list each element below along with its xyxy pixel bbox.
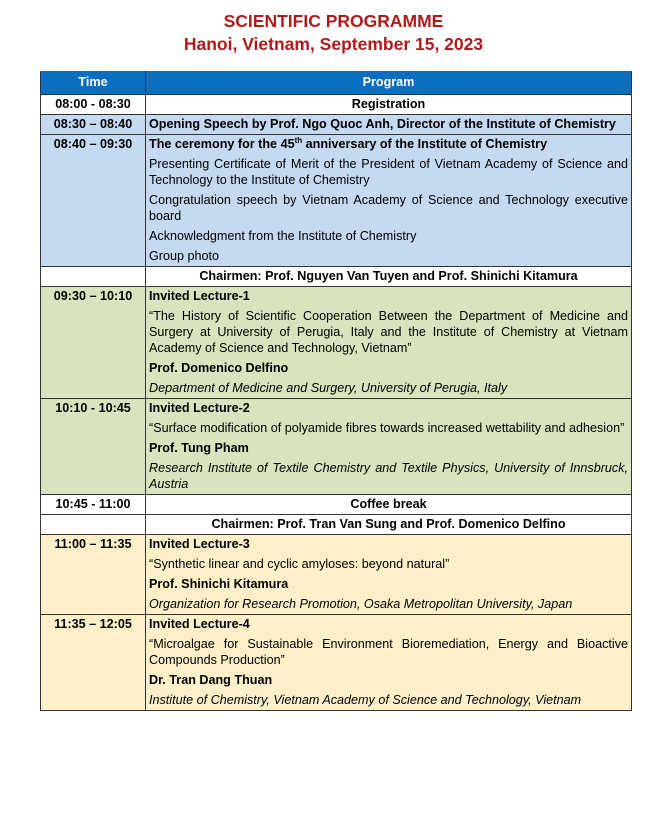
lecture-affiliation: Department of Medicine and Surgery, University of Perugia, Italy bbox=[149, 381, 508, 395]
lecture-title: “Surface modification of polyamide fibres towards increased wettability and adhesion” bbox=[149, 421, 625, 435]
ceremony-title bbox=[149, 136, 628, 152]
programme-table bbox=[40, 71, 632, 711]
row-lecture-3 bbox=[41, 535, 632, 615]
program-cell bbox=[146, 399, 632, 495]
column-header-time: Time bbox=[41, 72, 146, 95]
time-cell: 08:00 - 08:30 bbox=[41, 95, 146, 115]
lecture-speaker: Prof. Tung Pham bbox=[149, 441, 249, 455]
row-chairmen-1 bbox=[41, 267, 632, 287]
lecture-affiliation: Research Institute of Textile Chemistry and Textile Physics, University of Innsbruck, Austria bbox=[149, 461, 628, 491]
lecture-label: Invited Lecture-1 bbox=[149, 289, 250, 303]
page-subtitle: Hanoi, Vietnam, September 15, 2023 bbox=[183, 34, 484, 54]
program-cell bbox=[146, 287, 632, 399]
lecture-label: Invited Lecture-4 bbox=[149, 617, 250, 631]
time-cell: 10:10 - 10:45 bbox=[41, 399, 146, 495]
row-opening bbox=[41, 115, 632, 135]
lecture-title: “Synthetic linear and cyclic amyloses: beyond natural” bbox=[149, 557, 450, 571]
lecture-speaker: Prof. Domenico Delfino bbox=[149, 361, 289, 375]
row-registration bbox=[41, 95, 632, 115]
lecture-title: “The History of Scientific Cooperation Between the Department of Medicine and Surgery at University of Perugia, Italy and the Institute of Chemistry at Vietnam Academy of Science and Technology, Vietnam” bbox=[149, 309, 628, 355]
chairmen-text: Chairmen: Prof. Tran Van Sung and Prof. Domenico Delfino bbox=[146, 515, 632, 535]
row-lecture-1 bbox=[41, 287, 632, 399]
ceremony-item: Presenting Certificate of Merit of the President of Vietnam Academy of Science and Technology to the Institute of Chemistry bbox=[149, 157, 628, 187]
ceremony-title-start: The ceremony for the 45 bbox=[149, 137, 295, 151]
program-cell bbox=[146, 135, 632, 267]
ceremony-item: Group photo bbox=[149, 249, 220, 263]
time-cell-empty bbox=[41, 267, 146, 287]
row-lecture-2 bbox=[41, 399, 632, 495]
program-cell bbox=[146, 115, 632, 135]
lecture-affiliation: Institute of Chemistry, Vietnam Academy of Science and Technology, Vietnam bbox=[149, 693, 582, 707]
time-cell: 10:45 - 11:00 bbox=[41, 495, 146, 515]
time-cell: 08:40 – 09:30 bbox=[41, 135, 146, 267]
column-header-program: Program bbox=[146, 72, 632, 95]
lecture-speaker: Dr. Tran Dang Thuan bbox=[149, 673, 273, 687]
opening-speech-text: Opening Speech by Prof. Ngo Quoc Anh, Director of the Institute of Chemistry bbox=[149, 117, 616, 131]
row-ceremony bbox=[41, 135, 632, 267]
ceremony-item: Acknowledgment from the Institute of Chemistry bbox=[149, 229, 417, 243]
time-cell: 11:35 – 12:05 bbox=[41, 615, 146, 711]
lecture-title: “Microalgae for Sustainable Environment Bioremediation, Energy and Bioactive Compounds Production” bbox=[149, 637, 628, 667]
program-cell bbox=[146, 615, 632, 711]
lecture-speaker: Prof. Shinichi Kitamura bbox=[149, 577, 289, 591]
ceremony-item: Congratulation speech by Vietnam Academy of Science and Technology executive board bbox=[149, 193, 628, 223]
time-cell-empty bbox=[41, 515, 146, 535]
lecture-label: Invited Lecture-3 bbox=[149, 537, 250, 551]
lecture-label: Invited Lecture-2 bbox=[149, 401, 250, 415]
program-cell: Coffee break bbox=[146, 495, 632, 515]
row-chairmen-2 bbox=[41, 515, 632, 535]
ceremony-title-end: anniversary of the Institute of Chemistry bbox=[302, 137, 548, 151]
page-title: SCIENTIFIC PROGRAMME bbox=[223, 11, 444, 31]
table-header-row bbox=[41, 72, 632, 95]
row-lecture-4 bbox=[41, 615, 632, 711]
ceremony-title-superscript: th bbox=[294, 135, 303, 145]
chairmen-text: Chairmen: Prof. Nguyen Van Tuyen and Prof. Shinichi Kitamura bbox=[146, 267, 632, 287]
program-cell: Registration bbox=[146, 95, 632, 115]
program-cell bbox=[146, 535, 632, 615]
time-cell: 09:30 – 10:10 bbox=[41, 287, 146, 399]
lecture-affiliation: Organization for Research Promotion, Osaka Metropolitan University, Japan bbox=[149, 597, 573, 611]
row-coffee-break bbox=[41, 495, 632, 515]
time-cell: 08:30 – 08:40 bbox=[41, 115, 146, 135]
time-cell: 11:00 – 11:35 bbox=[41, 535, 146, 615]
